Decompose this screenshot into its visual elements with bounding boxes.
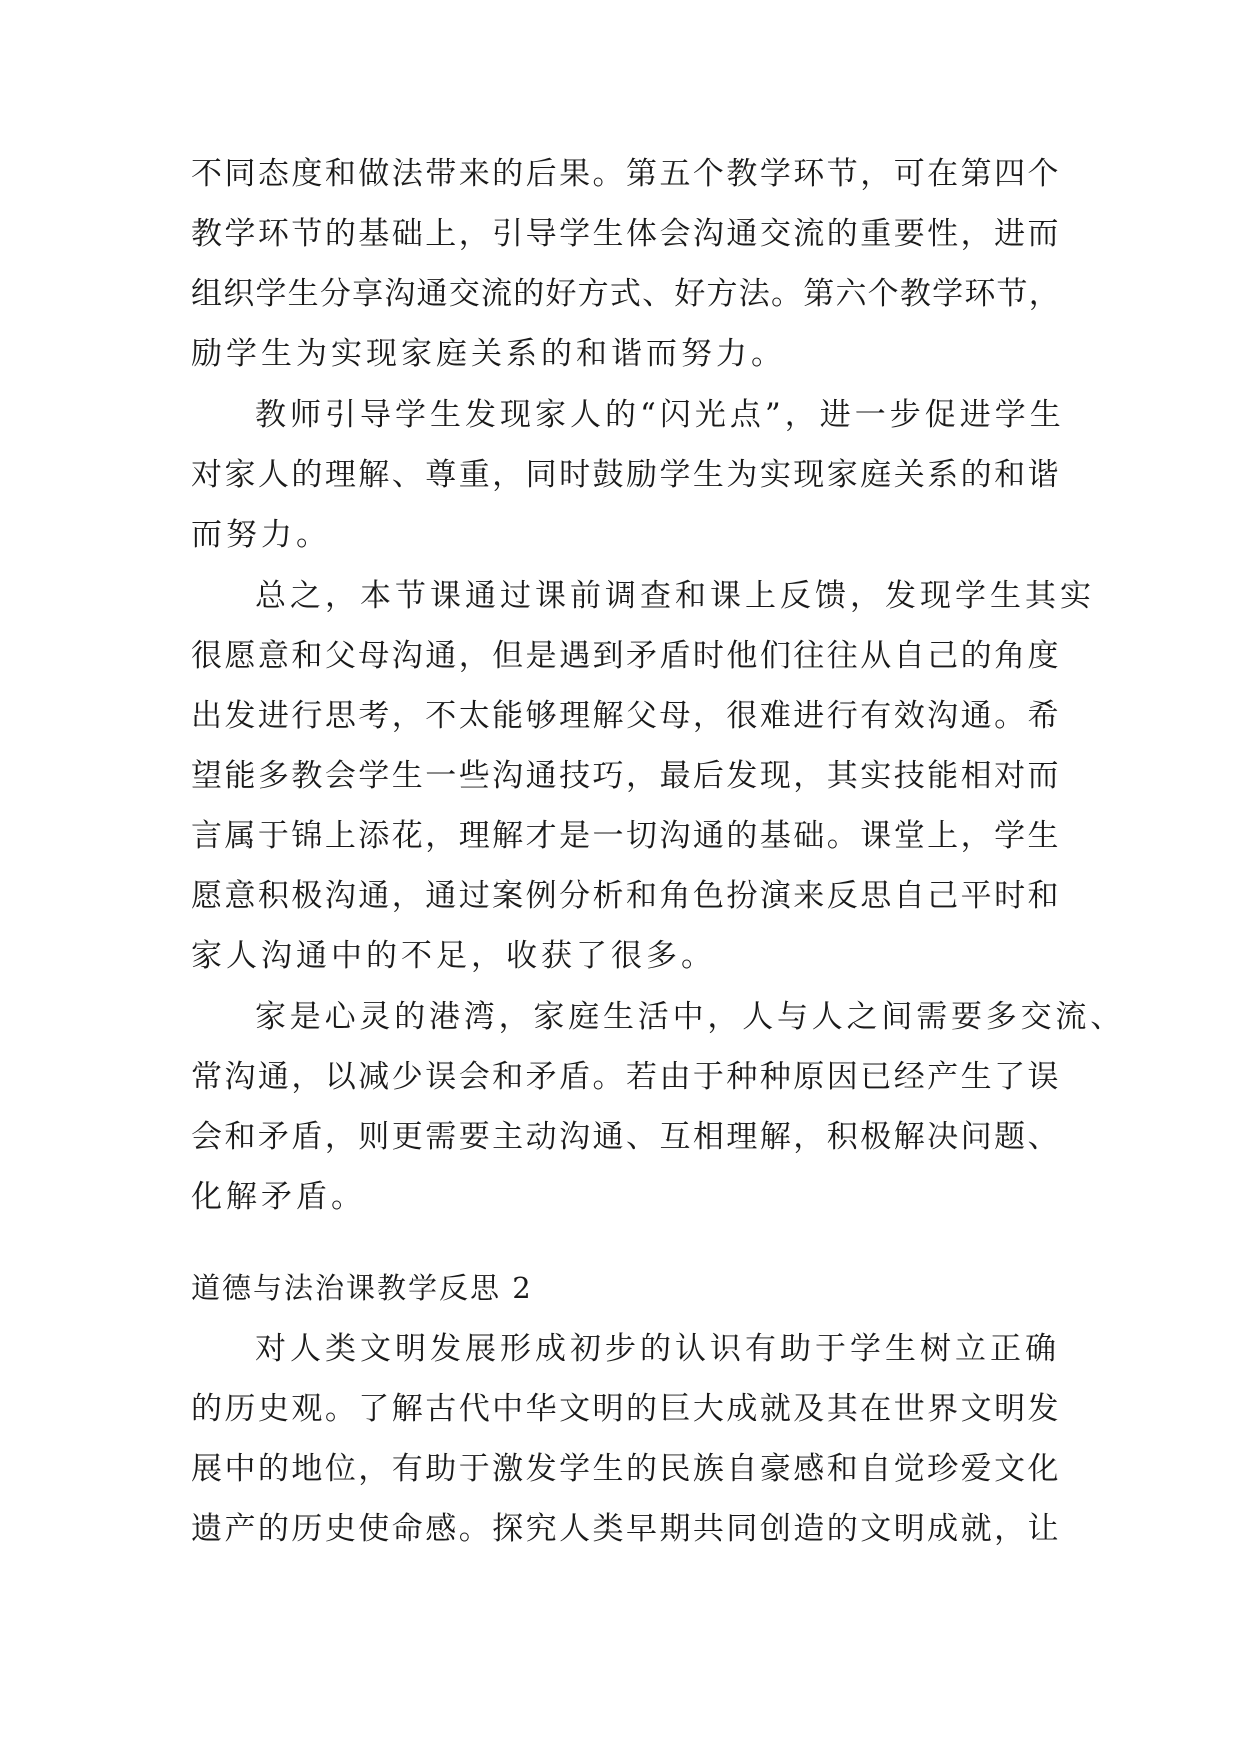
paragraph-first-line: 对人类文明发展形成初步的认识有助于学生树立正确 (255, 1331, 1060, 1367)
text-line: 教学环节的基础上，引导学生体会沟通交流的重要性，进而 (191, 216, 1061, 252)
text-line: 遗产的历史使命感。探究人类早期共同创造的文明成就，让 (191, 1511, 1061, 1547)
text-line: 励学生为实现家庭关系的和谐而努力。 (191, 336, 786, 372)
paragraph-first-line: 家是心灵的港湾，家庭生活中，人与人之间需要多交流、 (255, 999, 1125, 1035)
text-line: 言属于锦上添花，理解才是一切沟通的基础。课堂上，学生 (191, 818, 1061, 854)
paragraph-first-line: 教师引导学生发现家人的“闪光点”，进一步促进学生 (255, 397, 1065, 433)
text-line: 对家人的理解、尊重，同时鼓励学生为实现家庭关系的和谐 (191, 457, 1061, 493)
text-line: 的历史观。了解古代中华文明的巨大成就及其在世界文明发 (191, 1391, 1061, 1427)
section-title: 道德与法治课教学反思 2 (191, 1271, 533, 1305)
text-line: 展中的地位，有助于激发学生的民族自豪感和自觉珍爱文化 (191, 1451, 1061, 1487)
paragraph-first-line: 总之，本节课通过课前调查和课上反馈，发现学生其实 (255, 578, 1095, 614)
text-line: 很愿意和父母沟通，但是遇到矛盾时他们往往从自己的角度 (191, 638, 1061, 674)
text-line: 出发进行思考，不太能够理解父母，很难进行有效沟通。希 (191, 698, 1061, 734)
text-line: 会和矛盾，则更需要主动沟通、互相理解，积极解决问题、 (191, 1119, 1061, 1155)
text-line: 愿意积极沟通，通过案例分析和角色扮演来反思自己平时和 (191, 878, 1061, 914)
text-line: 而努力。 (191, 517, 331, 553)
text-line: 常沟通，以减少误会和矛盾。若由于种种原因已经产生了误 (191, 1059, 1061, 1095)
text-line: 望能多教会学生一些沟通技巧，最后发现，其实技能相对而 (191, 758, 1061, 794)
text-line: 化解矛盾。 (191, 1179, 366, 1215)
text-line: 家人沟通中的不足，收获了很多。 (191, 938, 716, 974)
text-line: 不同态度和做法带来的后果。第五个教学环节，可在第四个 (191, 156, 1061, 192)
text-line: 组织学生分享沟通交流的好方式、好方法。第六个教学环节， (191, 276, 1061, 312)
